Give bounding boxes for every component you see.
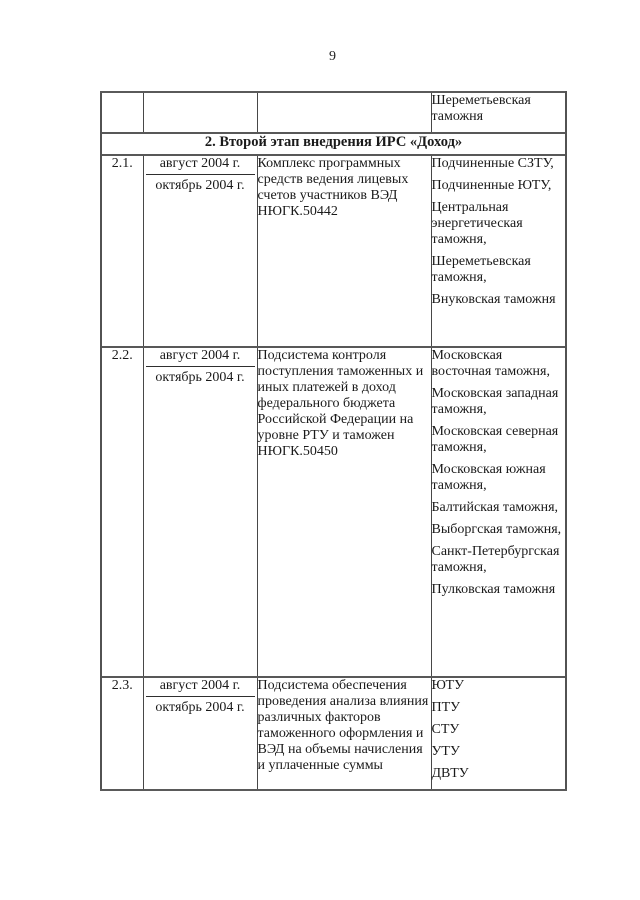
- table-row-2-1: [101, 155, 566, 347]
- recipient-item: Центральная энергетическая таможня,: [431, 200, 523, 247]
- recipients-cell: [431, 677, 566, 790]
- recipient-item: Внуковская таможня: [431, 292, 556, 307]
- recipient-item: Выборгская таможня,: [431, 522, 562, 537]
- date-range-cell: [143, 677, 257, 790]
- implementation-schedule-table: [100, 91, 567, 791]
- recipient-item: Подчиненные СЗТУ,: [431, 156, 554, 171]
- recipients-cell: [431, 347, 566, 677]
- recipient-item: ЮТУ: [431, 678, 465, 693]
- page-number: 9: [329, 49, 336, 64]
- empty-cell: [143, 92, 257, 133]
- task-description: Подсистема контроля поступления таможенных и иных платежей в доход федерального бюджета Российской Федерации на уровне РТУ и таможен НЮГК.50450: [257, 347, 431, 677]
- date-range-cell: [143, 155, 257, 347]
- date-end: октябрь 2004 г.: [155, 178, 245, 193]
- date-start: август 2004 г.: [146, 156, 255, 175]
- row-number: 2.3.: [101, 677, 143, 790]
- date-range-cell: [143, 347, 257, 677]
- recipient-item: ПТУ: [431, 700, 461, 715]
- recipient-item: Московская западная таможня,: [431, 386, 559, 417]
- section-header-row: [101, 133, 566, 155]
- table-row-2-3: [101, 677, 566, 790]
- recipient-item: Балтийская таможня,: [431, 500, 559, 515]
- empty-cell: [257, 92, 431, 133]
- recipient-item: Шереметьевская таможня: [431, 93, 531, 124]
- section-header: 2. Второй этап внедрения ИРС «Доход»: [101, 133, 566, 155]
- empty-cell: [101, 92, 143, 133]
- recipient-item: Шереметьевская таможня,: [431, 254, 531, 285]
- date-start: август 2004 г.: [146, 678, 255, 697]
- recipient-item: Московская северная таможня,: [431, 424, 559, 455]
- row-number: 2.2.: [101, 347, 143, 677]
- recipient-item: Санкт-Петербургская таможня,: [431, 544, 560, 575]
- recipient-item: Московская южная таможня,: [431, 462, 546, 493]
- continuation-row: [101, 92, 566, 133]
- row-number: 2.1.: [101, 155, 143, 347]
- recipient-item: Московская восточная таможня,: [431, 348, 550, 379]
- date-end: октябрь 2004 г.: [155, 700, 245, 715]
- date-end: октябрь 2004 г.: [155, 370, 245, 385]
- recipient-item: УТУ: [431, 744, 460, 759]
- recipients-cell: [431, 155, 566, 347]
- recipient-item: ДВТУ: [431, 766, 469, 781]
- recipient-item: Пулковская таможня: [431, 582, 556, 597]
- recipient-item: Подчиненные ЮТУ,: [431, 178, 552, 193]
- table-row-2-2: [101, 347, 566, 677]
- recipients-cell: [431, 92, 566, 133]
- task-description: Подсистема обеспечения проведения анализа влияния различных факторов таможенного оформления и ВЭД на объемы начисления и уплаченные суммы: [257, 677, 431, 790]
- task-description: Комплекс программных средств ведения лицевых счетов участников ВЭД НЮГК.50442: [257, 155, 431, 347]
- date-start: август 2004 г.: [146, 348, 255, 367]
- recipient-item: СТУ: [431, 722, 460, 737]
